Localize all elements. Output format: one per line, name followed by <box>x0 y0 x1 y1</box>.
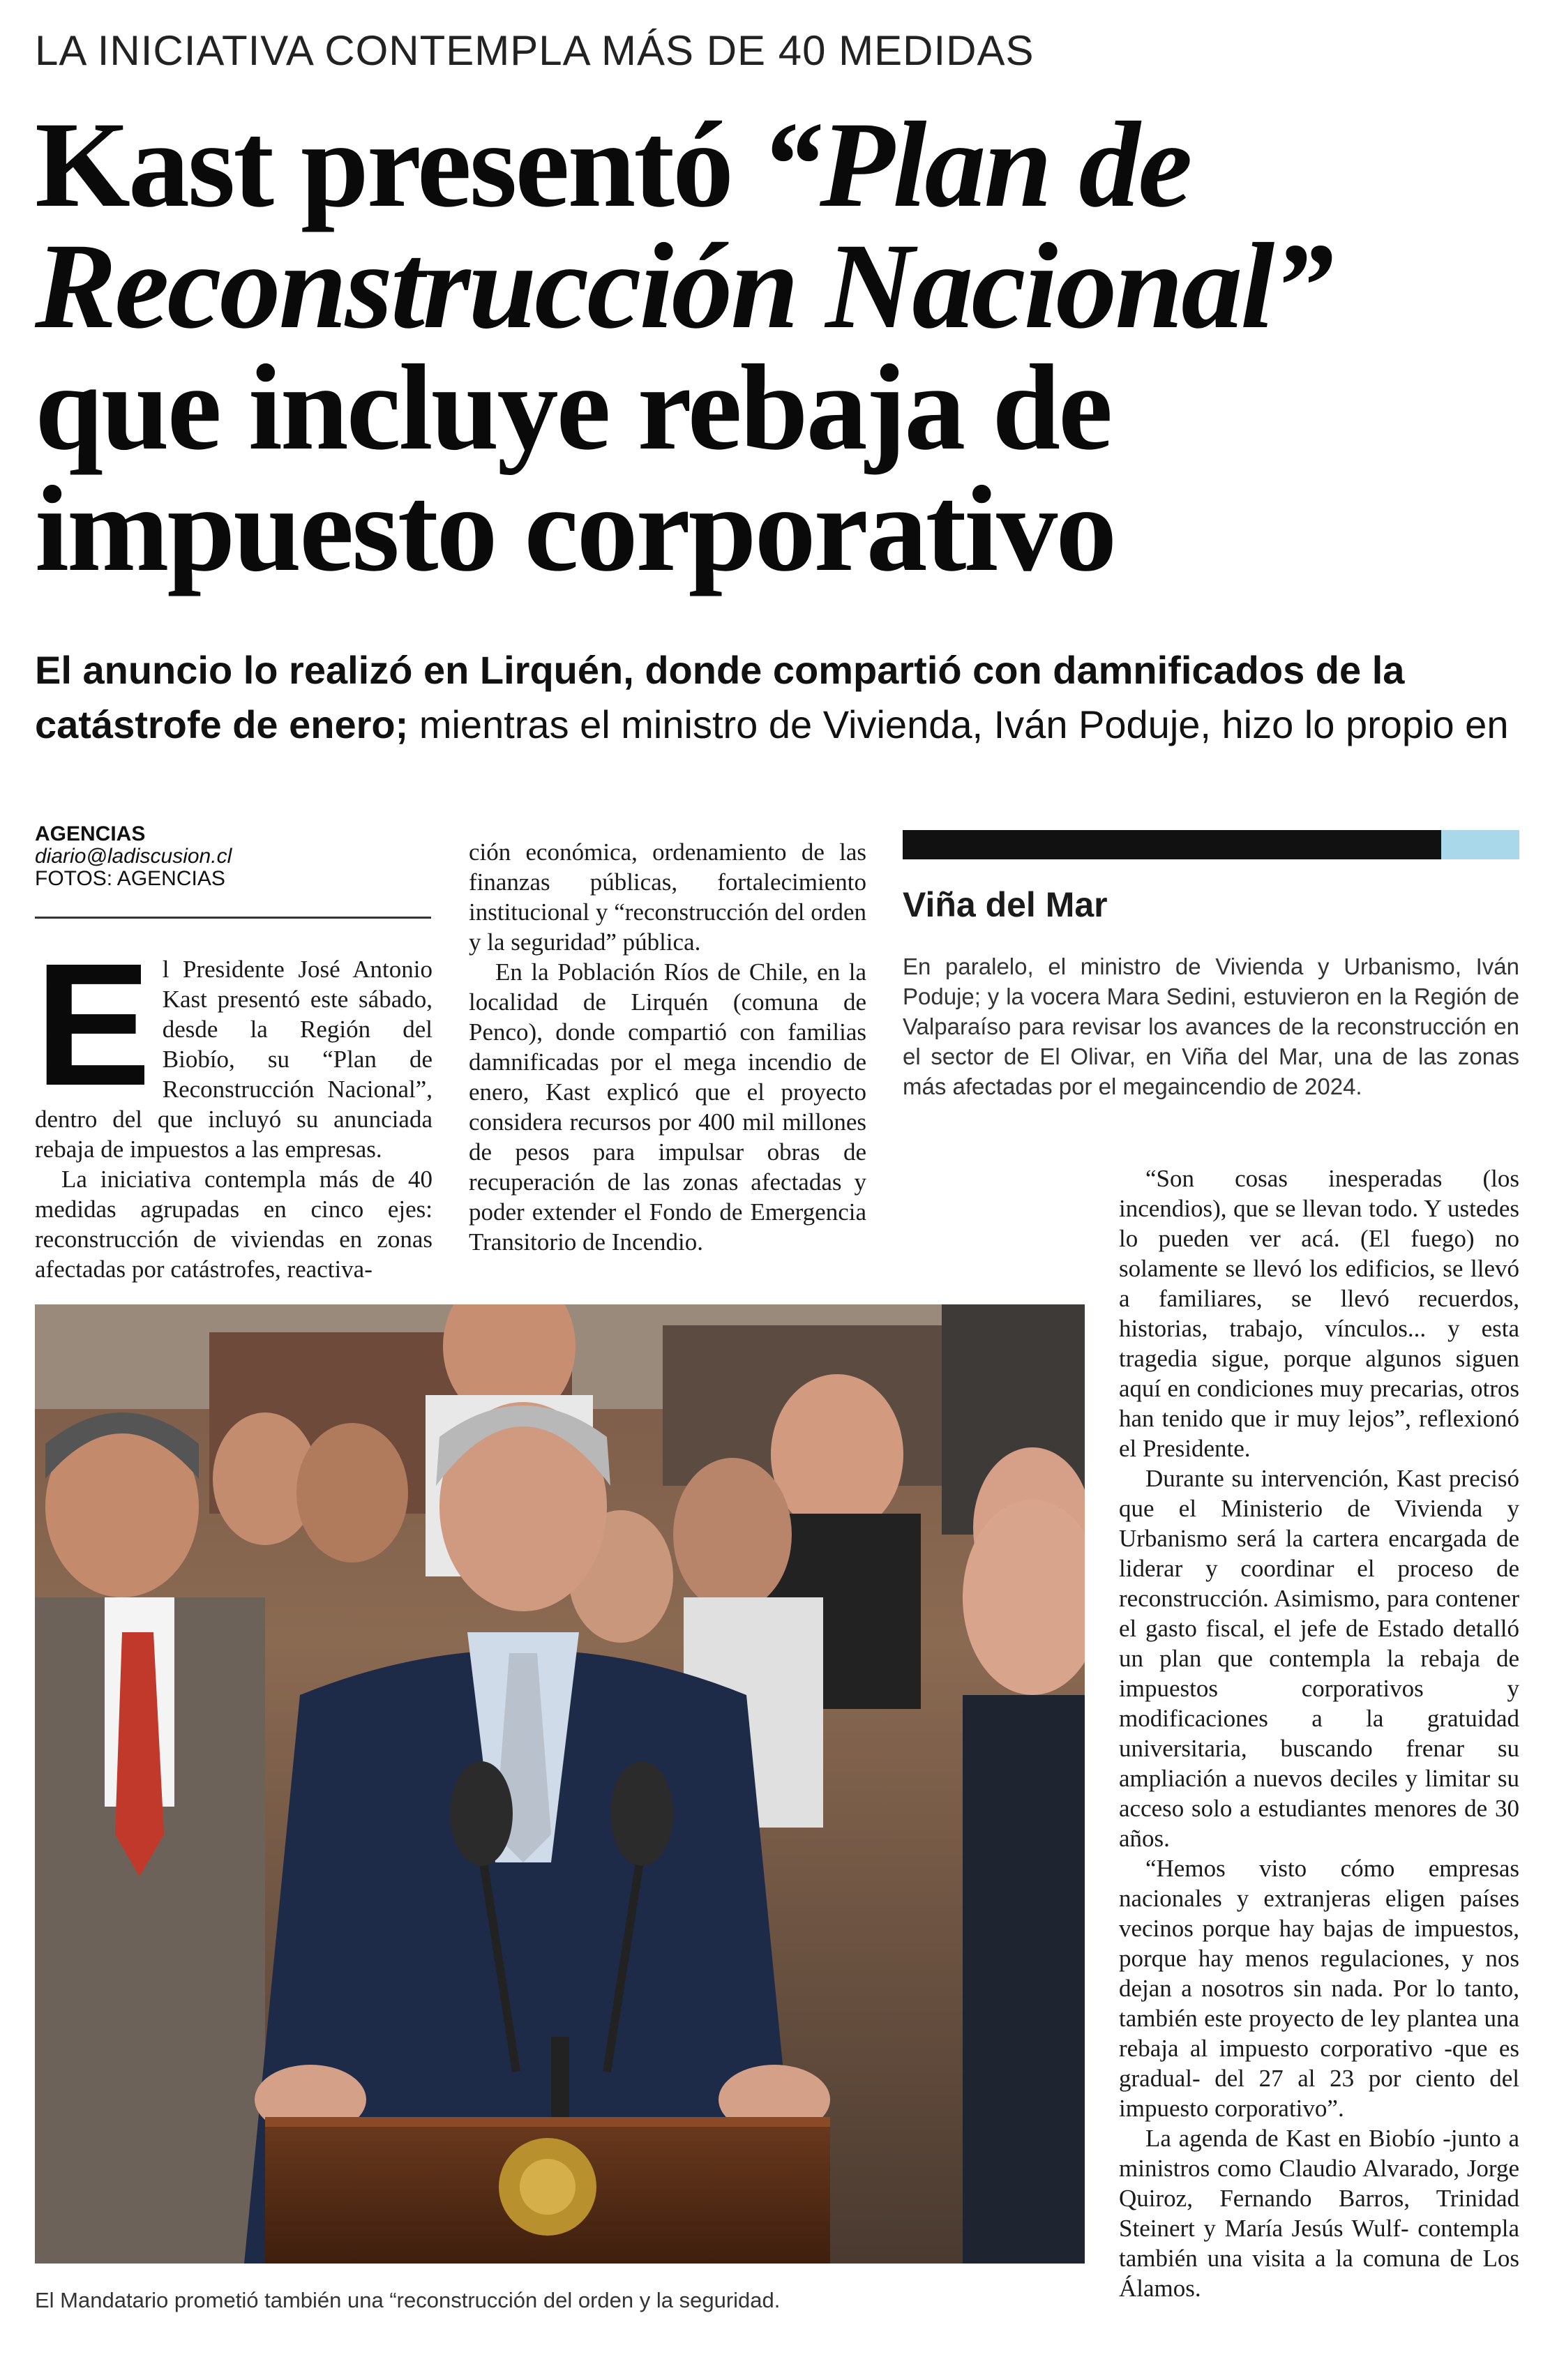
body-paragraph: l Presidente José Antonio Kast presentó este sábado, desde la Región del Biobío, su “Plan de Reconstrucción Nacional”, dentro del que incluyó su anunciada rebaja de impuestos a las empresas. <box>35 956 433 1163</box>
dropcap: E <box>35 927 151 1122</box>
body-column-1 <box>35 927 433 1284</box>
body-paragraph: ción económica, ordenamiento de las finanzas públicas, fortalecimiento institucional y “reconstrucción del orden y la seguridad” pública. <box>469 838 866 956</box>
deck <box>35 643 1542 752</box>
byline <box>35 823 433 890</box>
deck-bold: El anuncio lo realizó en Lirquén, donde compartió con damnificados de la catástrofe de enero; <box>35 648 1405 746</box>
body-paragraph: La iniciativa contempla más de 40 medidas agrupadas en cinco ejes: reconstrucción de viviendas en zonas afectadas por catástrofes, reactiva- <box>35 1166 433 1283</box>
headline <box>35 97 1535 597</box>
section-bar-accent <box>1441 830 1519 859</box>
body-column-3 <box>1119 1163 1519 2303</box>
section-bar <box>903 830 1441 859</box>
press-photo <box>35 1304 1085 2264</box>
body-paragraph: “Hemos visto cómo empresas nacionales y extranjeras eligen países vecinos porque hay bajas de impuestos, porque hay menos regulaciones, y nos dejan a nosotros sin nada. Por lo tanto, también este proyecto de ley plantea una rebaja al impuesto corporativo -que es gradual- del 27 al 23 por ciento del impuesto corporativo”. <box>1119 1855 1519 2122</box>
headline-italic: “Plan de Reconstrucción Nacional” <box>35 97 1332 354</box>
kicker: LA INICIATIVA CONTEMPLA MÁS DE 40 MEDIDAS <box>35 27 1035 74</box>
body-paragraph: “Son cosas inesperadas (los incendios), que se llevan todo. Y ustedes lo pueden ver acá. (El fuego) no solamente se llevó los edificios, se llevó a familiares, se llevó recuerdos, historias, trabajo, vínculos... y esta tragedia sigue, porque algunos siguen aquí en condiciones muy precarias, otros han tenido que ir muy lejos”, reflexionó el Presidente. <box>1119 1165 1519 1462</box>
section-title: Viña del Mar <box>903 885 1108 924</box>
byline-divider <box>35 917 431 919</box>
body-paragraph: Durante su intervención, Kast precisó que el Ministerio de Vivienda y Urbanismo será la cartera encargada de liderar y coordinar el proceso de reconstrucción. Asimismo, para contener el gasto fiscal, el jefe de Estado detalló un plan que contempla la rebaja de impuestos corporativos y modificaciones a la gratuidad universitaria, buscando frenar su ampliación a nuevos deciles y limitar su acceso solo a estudiantes menores de 30 años. <box>1119 1465 1519 1852</box>
deck-regular: mientras el ministro de Vivienda, Iván Poduje, hizo lo propio en <box>408 702 1509 746</box>
body-column-2 <box>469 837 866 1257</box>
body-paragraph: La agenda de Kast en Biobío -junto a ministros como Claudio Alvarado, Jorge Quiroz, Fernando Barros, Trinidad Steinert y María Jesús Wulf- contempla también una visita a la comuna de Los Álamos. <box>1119 2125 1519 2302</box>
byline-photos: FOTOS: AGENCIAS <box>35 867 225 890</box>
byline-email[interactable]: diario@ladiscusion.cl <box>35 845 232 868</box>
section-text: En paralelo, el ministro de Vivienda y Urbanismo, Iván Poduje; y la vocera Mara Sedini, estuvieron en la Región de Valparaíso para revisar los avances de la reconstrucción en el sector de El Olivar, en Viña del Mar, una de las zonas más afectadas por el megaincendio de 2024. <box>903 954 1519 1099</box>
body-paragraph: En la Población Ríos de Chile, en la localidad de Lirquén (comuna de Penco), donde compartió con familias damnificadas por el mega incendio de enero, Kast explicó que el proyecto considera recursos por 400 mil millones de pesos para impulsar obras de recuperación de las zonas afectadas y poder extender el Fondo de Emergencia Transitorio de Incendio. <box>469 958 866 1256</box>
byline-agency: AGENCIAS <box>35 822 146 845</box>
photo-caption: El Mandatario prometió también una “reconstrucción del orden y la seguridad. <box>35 2288 781 2312</box>
headline-part1: Kast presentó <box>35 97 761 233</box>
headline-part2: que incluye rebaja de impuesto corporativo <box>35 340 1115 597</box>
press-photo-illustration <box>35 1304 1085 2264</box>
